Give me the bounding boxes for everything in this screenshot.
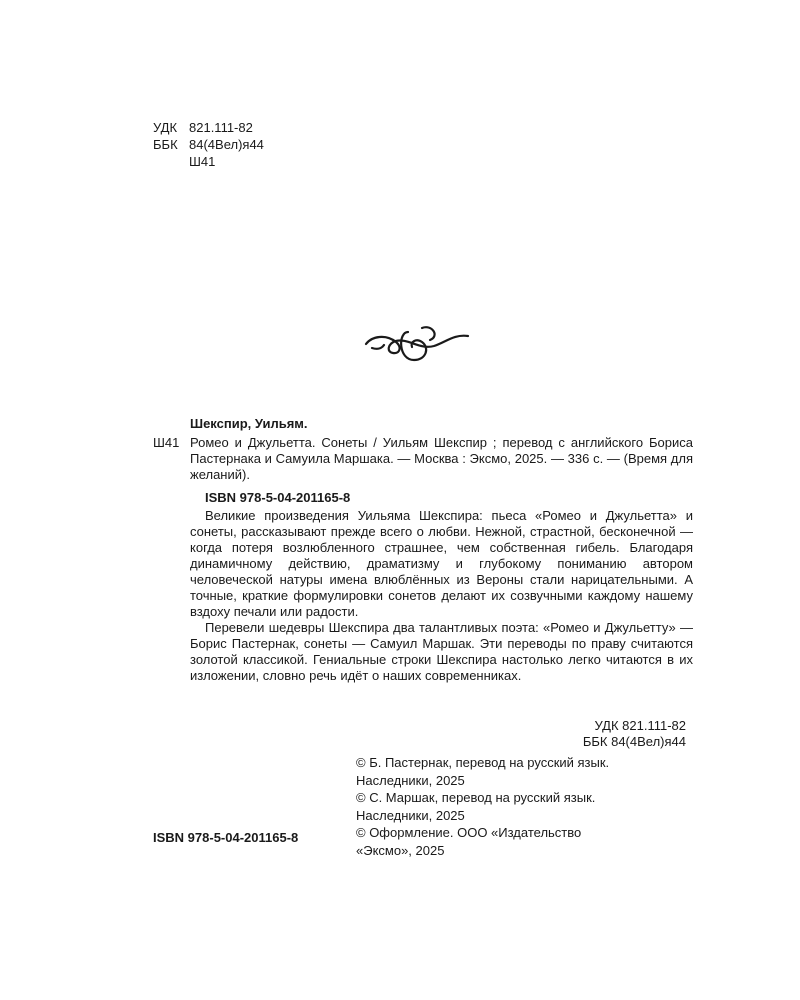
bbk-right: ББК 84(4Вел)я44 xyxy=(582,734,686,749)
author-mark-inline: Ш41 xyxy=(153,435,180,450)
udk-right: УДК 821.111-82 xyxy=(594,718,686,733)
copyright-line-2: Наследники, 2025 xyxy=(356,772,465,788)
copyright-block xyxy=(356,754,696,859)
classification-codes-right xyxy=(583,718,686,750)
classification-codes-top xyxy=(153,120,264,171)
flourish-ornament-icon xyxy=(364,318,472,366)
author-heading: Шекспир, Уильям. xyxy=(190,416,308,431)
annotation-paragraph-2: Перевели шедевры Шекспира два талантливых поэта: «Ромео и Джульетту» — Борис Пастернак, сонеты — Самуил Маршак. Эти переводы по праву считаются золотой классикой. Гениальные строки Шекспира настолько легко читаются в их изложении, словно речь идёт о наших современниках. xyxy=(190,620,693,683)
copyright-line-1: © Б. Пастернак, перевод на русский язык. xyxy=(356,755,610,770)
author-mark-row xyxy=(153,154,264,171)
bbk-row xyxy=(153,137,264,154)
copyright-line-4: Наследники, 2025 xyxy=(356,807,465,823)
author-mark: Ш41 xyxy=(189,154,216,169)
annotation xyxy=(190,508,693,684)
title-record: Ромео и Джульетта. Сонеты / Уильям Шекспир ; перевод с английского Бориса Пастернака и Самуила Маршака. — Москва : Эксмо, 2025. — 336 с. — (Время для желаний). xyxy=(190,435,693,482)
copyright-line-5: © Оформление. ООО «Издательство xyxy=(356,825,582,840)
isbn-bottom: ISBN 978-5-04-201165-8 xyxy=(153,830,299,845)
copyright-line-6: «Эксмо», 2025 xyxy=(356,842,445,858)
udk-label: УДК xyxy=(153,120,178,135)
annotation-paragraph-1: Великие произведения Уильяма Шекспира: пьеса «Ромео и Джульетта» и сонеты, рассказывают прежде всего о любви. Нежной, страстной, бесконечной — когда потеря возлюбленного страшнее, чем собственная гибель. Благодаря динамичному действию, драматизму и глубокому пониманию автором человеческой натуры имена влюблённых из Вероны стали нарицательными. А точные, краткие формулировки сонетов делают их созвучными каждому нашему вздоху печали или радости. xyxy=(190,508,693,619)
isbn-inline: ISBN 978-5-04-201165-8 xyxy=(205,490,351,505)
bbk-label: ББК xyxy=(153,137,178,152)
udk-row xyxy=(153,120,264,137)
copyright-line-3: © С. Маршак, перевод на русский язык. xyxy=(356,790,596,805)
udk-value: 821.111-82 xyxy=(189,120,253,135)
bbk-value: 84(4Вел)я44 xyxy=(189,137,264,152)
